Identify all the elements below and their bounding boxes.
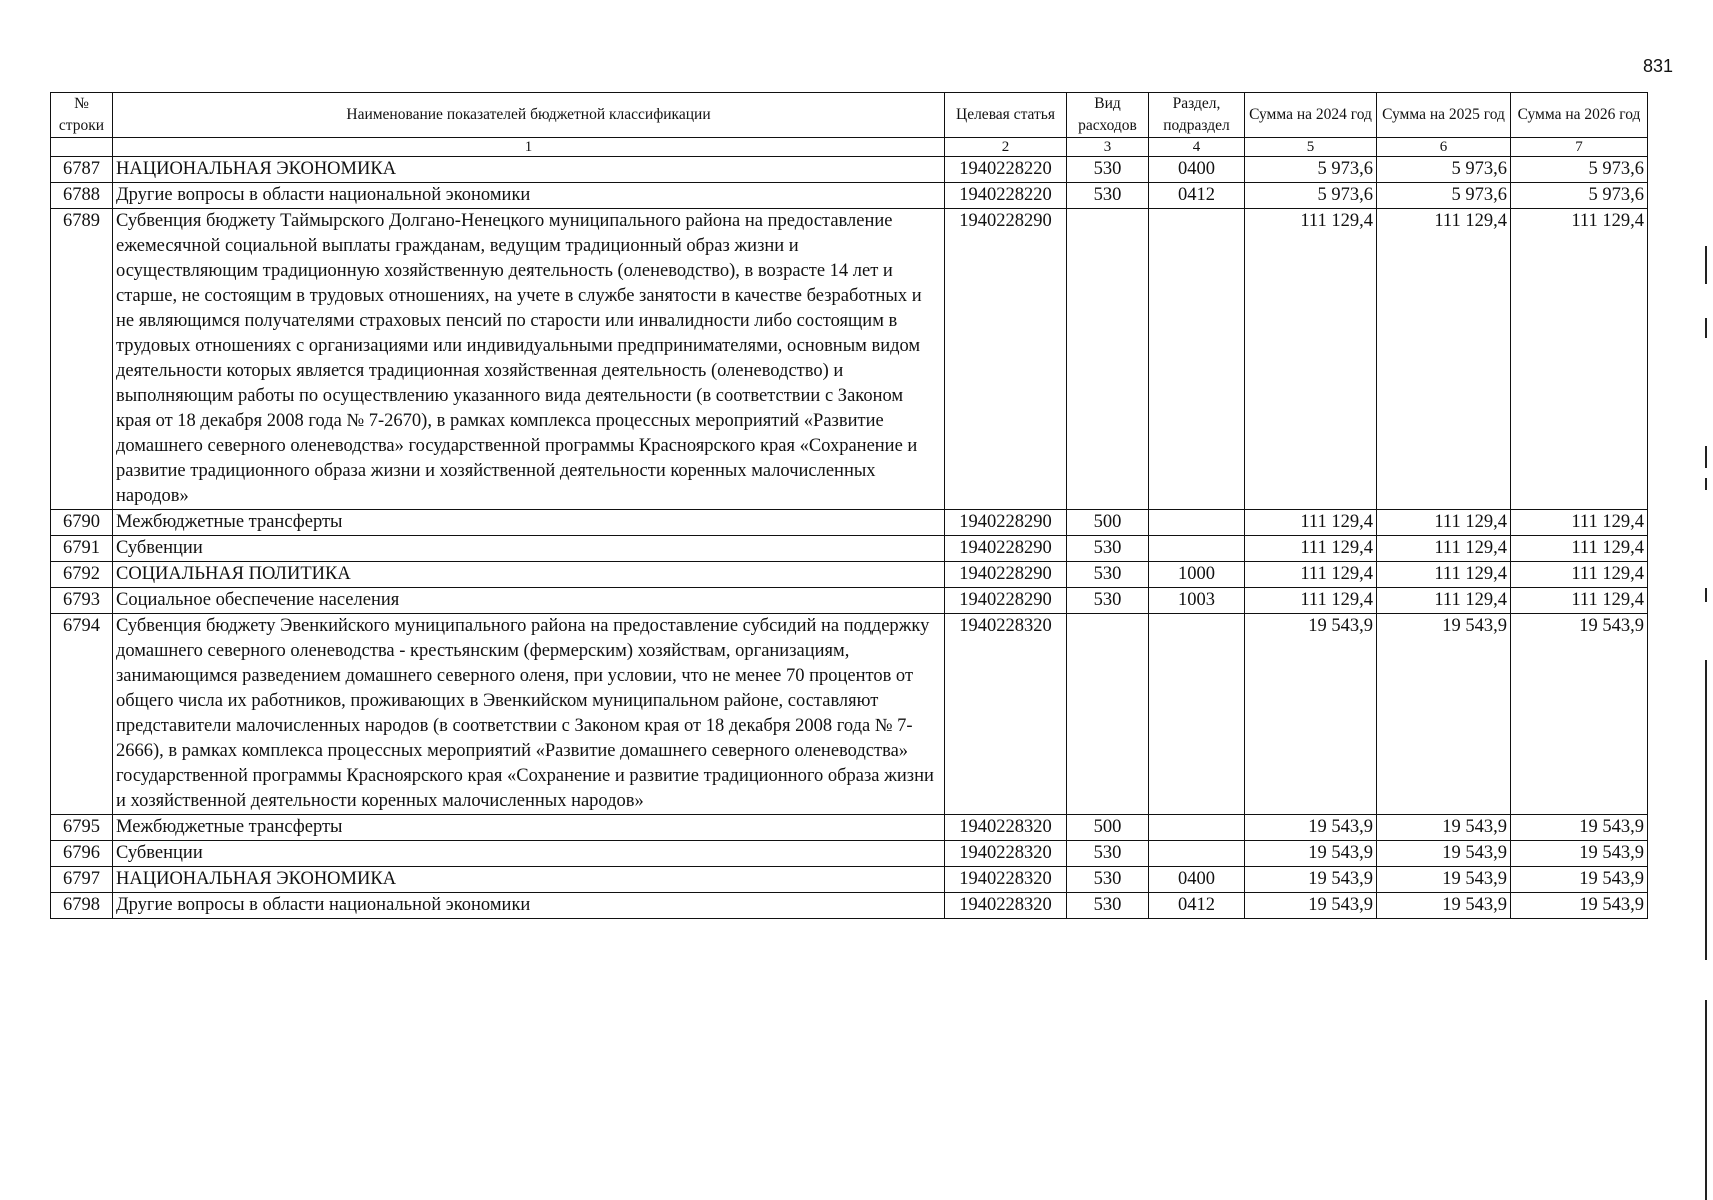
column-number: 6	[1377, 138, 1511, 157]
row-number: 6795	[51, 815, 113, 841]
sum-2026: 5 973,6	[1511, 183, 1648, 209]
sum-2026: 111 129,4	[1511, 588, 1648, 614]
sum-2024: 111 129,4	[1245, 562, 1377, 588]
expense-kind	[1067, 209, 1149, 510]
sum-2024: 19 543,9	[1245, 893, 1377, 919]
expense-kind: 530	[1067, 536, 1149, 562]
header-kind: Вид расходов	[1067, 93, 1149, 138]
section-code: 0400	[1149, 157, 1245, 183]
sum-2026: 19 543,9	[1511, 841, 1648, 867]
sum-2026: 111 129,4	[1511, 536, 1648, 562]
row-name: НАЦИОНАЛЬНАЯ ЭКОНОМИКА	[113, 867, 945, 893]
header-row	[51, 93, 1648, 138]
column-number: 3	[1067, 138, 1149, 157]
section-code: 0400	[1149, 867, 1245, 893]
column-number: 7	[1511, 138, 1648, 157]
sum-2026: 19 543,9	[1511, 867, 1648, 893]
row-name: Социальное обеспечение населения	[113, 588, 945, 614]
sum-2025: 111 129,4	[1377, 588, 1511, 614]
table-row	[51, 536, 1648, 562]
column-number-empty	[51, 138, 113, 157]
page-number: 831	[1642, 56, 1673, 76]
expense-kind: 530	[1067, 183, 1149, 209]
sum-2026: 5 973,6	[1511, 157, 1648, 183]
scan-edge-marks	[1701, 0, 1707, 1200]
table-row	[51, 510, 1648, 536]
row-number: 6790	[51, 510, 113, 536]
sum-2025: 19 543,9	[1377, 815, 1511, 841]
sum-2024: 111 129,4	[1245, 209, 1377, 510]
sum-2025: 111 129,4	[1377, 562, 1511, 588]
target-article: 1940228320	[945, 815, 1067, 841]
target-article: 1940228320	[945, 893, 1067, 919]
header-section: Раздел, подраздел	[1149, 93, 1245, 138]
row-number: 6791	[51, 536, 113, 562]
row-name: НАЦИОНАЛЬНАЯ ЭКОНОМИКА	[113, 157, 945, 183]
sum-2025: 111 129,4	[1377, 209, 1511, 510]
table-row	[51, 209, 1648, 510]
row-name: Другие вопросы в области национальной экономики	[113, 893, 945, 919]
sum-2025: 111 129,4	[1377, 536, 1511, 562]
sum-2024: 19 543,9	[1245, 841, 1377, 867]
sum-2025: 19 543,9	[1377, 867, 1511, 893]
expense-kind: 500	[1067, 815, 1149, 841]
table-row	[51, 893, 1648, 919]
expense-kind: 530	[1067, 588, 1149, 614]
section-code	[1149, 614, 1245, 815]
sum-2024: 19 543,9	[1245, 867, 1377, 893]
expense-kind: 530	[1067, 893, 1149, 919]
sum-2024: 5 973,6	[1245, 183, 1377, 209]
column-number: 2	[945, 138, 1067, 157]
sum-2024: 5 973,6	[1245, 157, 1377, 183]
section-code	[1149, 815, 1245, 841]
row-name: СОЦИАЛЬНАЯ ПОЛИТИКА	[113, 562, 945, 588]
header-sum-2026: Сумма на 2026 год	[1511, 93, 1648, 138]
row-number: 6794	[51, 614, 113, 815]
target-article: 1940228320	[945, 841, 1067, 867]
target-article: 1940228220	[945, 183, 1067, 209]
header-row-no: № строки	[51, 93, 113, 138]
table-row	[51, 614, 1648, 815]
header-target: Целевая статья	[945, 93, 1067, 138]
row-name: Другие вопросы в области национальной экономики	[113, 183, 945, 209]
table-row	[51, 588, 1648, 614]
sum-2024: 111 129,4	[1245, 588, 1377, 614]
sum-2025: 19 543,9	[1377, 893, 1511, 919]
column-number: 4	[1149, 138, 1245, 157]
row-number: 6798	[51, 893, 113, 919]
sum-2024: 111 129,4	[1245, 510, 1377, 536]
table-row	[51, 815, 1648, 841]
expense-kind: 530	[1067, 867, 1149, 893]
table-row	[51, 867, 1648, 893]
row-number: 6788	[51, 183, 113, 209]
expense-kind: 530	[1067, 562, 1149, 588]
row-number: 6797	[51, 867, 113, 893]
sum-2024: 111 129,4	[1245, 536, 1377, 562]
row-number: 6789	[51, 209, 113, 510]
table-row	[51, 562, 1648, 588]
target-article: 1940228290	[945, 510, 1067, 536]
header-sum-2024: Сумма на 2024 год	[1245, 93, 1377, 138]
section-code	[1149, 841, 1245, 867]
sum-2025: 19 543,9	[1377, 614, 1511, 815]
target-article: 1940228220	[945, 157, 1067, 183]
target-article: 1940228290	[945, 562, 1067, 588]
target-article: 1940228290	[945, 209, 1067, 510]
section-code	[1149, 510, 1245, 536]
sum-2026: 19 543,9	[1511, 614, 1648, 815]
target-article: 1940228320	[945, 867, 1067, 893]
row-name: Межбюджетные трансферты	[113, 510, 945, 536]
row-number: 6792	[51, 562, 113, 588]
section-code: 0412	[1149, 893, 1245, 919]
column-number-row	[51, 138, 1648, 157]
row-name: Субвенции	[113, 536, 945, 562]
section-code	[1149, 536, 1245, 562]
column-number: 1	[113, 138, 945, 157]
header-sum-2025: Сумма на 2025 год	[1377, 93, 1511, 138]
row-name: Субвенция бюджету Таймырского Долгано-Ненецкого муниципального района на предоставление ежемесячной социальной выплаты гражданам, ведущим традиционный образ жизни и осуществляющим традиционную хозяйственную деятельность (оленеводство), в возрасте 14 лет и старше, не состоящим в трудовых отношениях, на учете в службе занятости в качестве безработных и не являющимся получателями страховых пенсий по старости или инвалидности либо состоящим в трудовых отношениях с организациями или индивидуальными предпринимателями, основным видом деятельности которых является традиционная хозяйственная деятельность (оленеводство) и выполняющим работы по осуществлению указанного вида деятельности (в соответствии с Законом края от 18 декабря 2008 года № 7-2670), в рамках комплекса процессных мероприятий «Развитие домашнего северного оленеводства» государственной программы Красноярского края «Сохранение и развитие традиционного образа жизни и хозяйственной деятельности коренных малочисленных народов»	[113, 209, 945, 510]
budget-table	[50, 92, 1648, 919]
expense-kind: 500	[1067, 510, 1149, 536]
column-number: 5	[1245, 138, 1377, 157]
sum-2026: 19 543,9	[1511, 893, 1648, 919]
sum-2025: 19 543,9	[1377, 841, 1511, 867]
sum-2024: 19 543,9	[1245, 614, 1377, 815]
section-code	[1149, 209, 1245, 510]
row-name: Субвенция бюджету Эвенкийского муниципального района на предоставление субсидий на поддержку домашнего северного оленеводства - крестьянским (фермерским) хозяйствам, организациям, занимающимся разведением домашнего северного оленя, при условии, что не менее 70 процентов от общего числа их работников, проживающих в Эвенкийском муниципальном районе, составляют представители малочисленных народов (в соответствии с Законом края от 18 декабря 2008 года № 7-2666), в рамках комплекса процессных мероприятий «Развитие домашнего северного оленеводства» государственной программы Красноярского края «Сохранение и развитие традиционного образа жизни и хозяйственной деятельности коренных малочисленных народов»	[113, 614, 945, 815]
section-code: 1000	[1149, 562, 1245, 588]
row-name: Межбюджетные трансферты	[113, 815, 945, 841]
expense-kind	[1067, 614, 1149, 815]
sum-2024: 19 543,9	[1245, 815, 1377, 841]
sum-2026: 111 129,4	[1511, 209, 1648, 510]
sum-2026: 111 129,4	[1511, 510, 1648, 536]
sum-2025: 5 973,6	[1377, 183, 1511, 209]
section-code: 1003	[1149, 588, 1245, 614]
table-row	[51, 157, 1648, 183]
sum-2026: 111 129,4	[1511, 562, 1648, 588]
row-number: 6787	[51, 157, 113, 183]
row-name: Субвенции	[113, 841, 945, 867]
expense-kind: 530	[1067, 841, 1149, 867]
expense-kind: 530	[1067, 157, 1149, 183]
header-name: Наименование показателей бюджетной классификации	[113, 93, 945, 138]
target-article: 1940228290	[945, 588, 1067, 614]
target-article: 1940228320	[945, 614, 1067, 815]
target-article: 1940228290	[945, 536, 1067, 562]
sum-2025: 5 973,6	[1377, 157, 1511, 183]
row-number: 6796	[51, 841, 113, 867]
table-row	[51, 183, 1648, 209]
row-number: 6793	[51, 588, 113, 614]
section-code: 0412	[1149, 183, 1245, 209]
sum-2026: 19 543,9	[1511, 815, 1648, 841]
sum-2025: 111 129,4	[1377, 510, 1511, 536]
table-row	[51, 841, 1648, 867]
